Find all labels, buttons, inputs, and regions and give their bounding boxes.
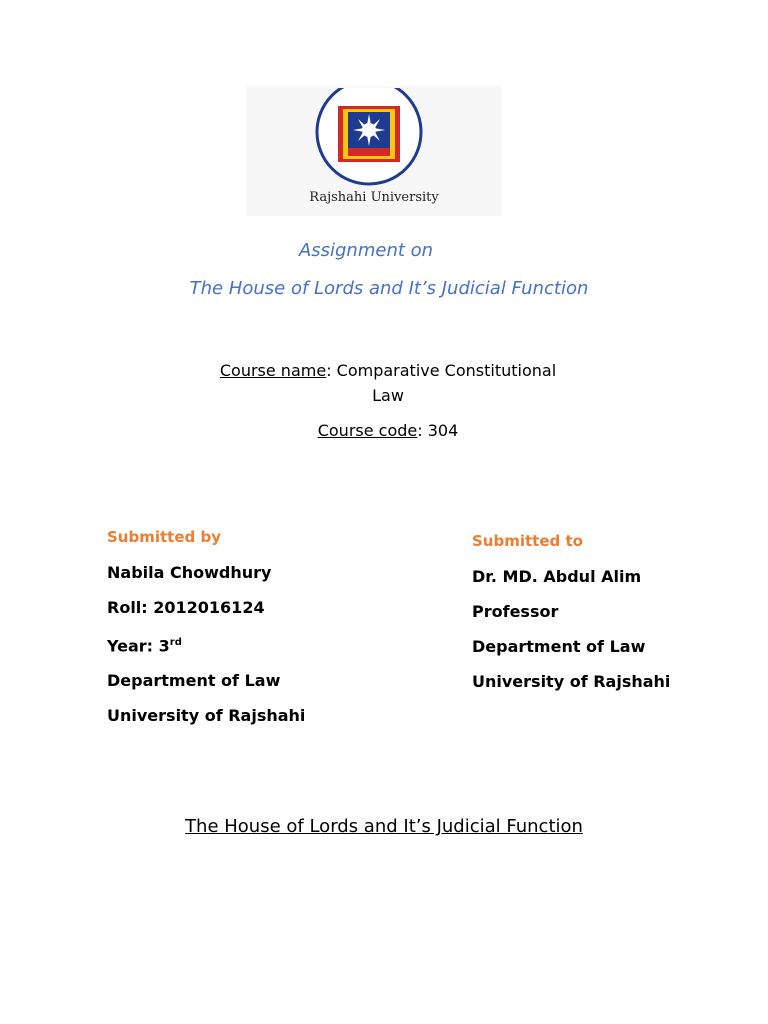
course-code-label: Course code: [317, 421, 418, 440]
submitted-by-block: [107, 520, 305, 733]
course-name-value: : Comparative Constitutional: [326, 361, 557, 380]
supervisor-title: Professor: [472, 602, 559, 621]
logo-caption: Rajshahi University: [309, 190, 439, 205]
student-department: Department of Law: [107, 671, 281, 691]
assignment-title: The House of Lords and It’s Judicial Function: [189, 278, 589, 299]
submitted-by-label: Submitted by: [107, 528, 221, 546]
document-section-title: The House of Lords and It’s Judicial Function: [185, 816, 583, 837]
course-code-line: [4, 421, 768, 440]
supervisor-university: University of Rajshahi: [472, 672, 671, 691]
course-code-value: : 304: [417, 421, 459, 440]
course-name-continuation: Law: [372, 386, 404, 405]
student-name: Nabila Chowdhury: [107, 563, 272, 582]
assignment-heading: Assignment on: [298, 240, 434, 261]
student-university: University of Rajshahi: [107, 706, 306, 726]
supervisor-department: Department of Law: [472, 637, 646, 656]
student-roll: Roll: 2012016124: [107, 598, 265, 617]
rajshahi-university-emblem-icon: [314, 88, 434, 188]
supervisor-name: Dr. MD. Abdul Alim: [472, 567, 642, 586]
submitted-to-block: [472, 524, 670, 699]
submitted-to-label: Submitted to: [472, 532, 583, 550]
course-name-line: [4, 361, 768, 380]
course-name-label: Course name: [219, 361, 327, 380]
student-year: [107, 625, 305, 663]
university-logo: [246, 86, 502, 216]
student-year-text: Year: 3: [107, 636, 170, 656]
student-year-suffix: rd: [169, 637, 182, 648]
